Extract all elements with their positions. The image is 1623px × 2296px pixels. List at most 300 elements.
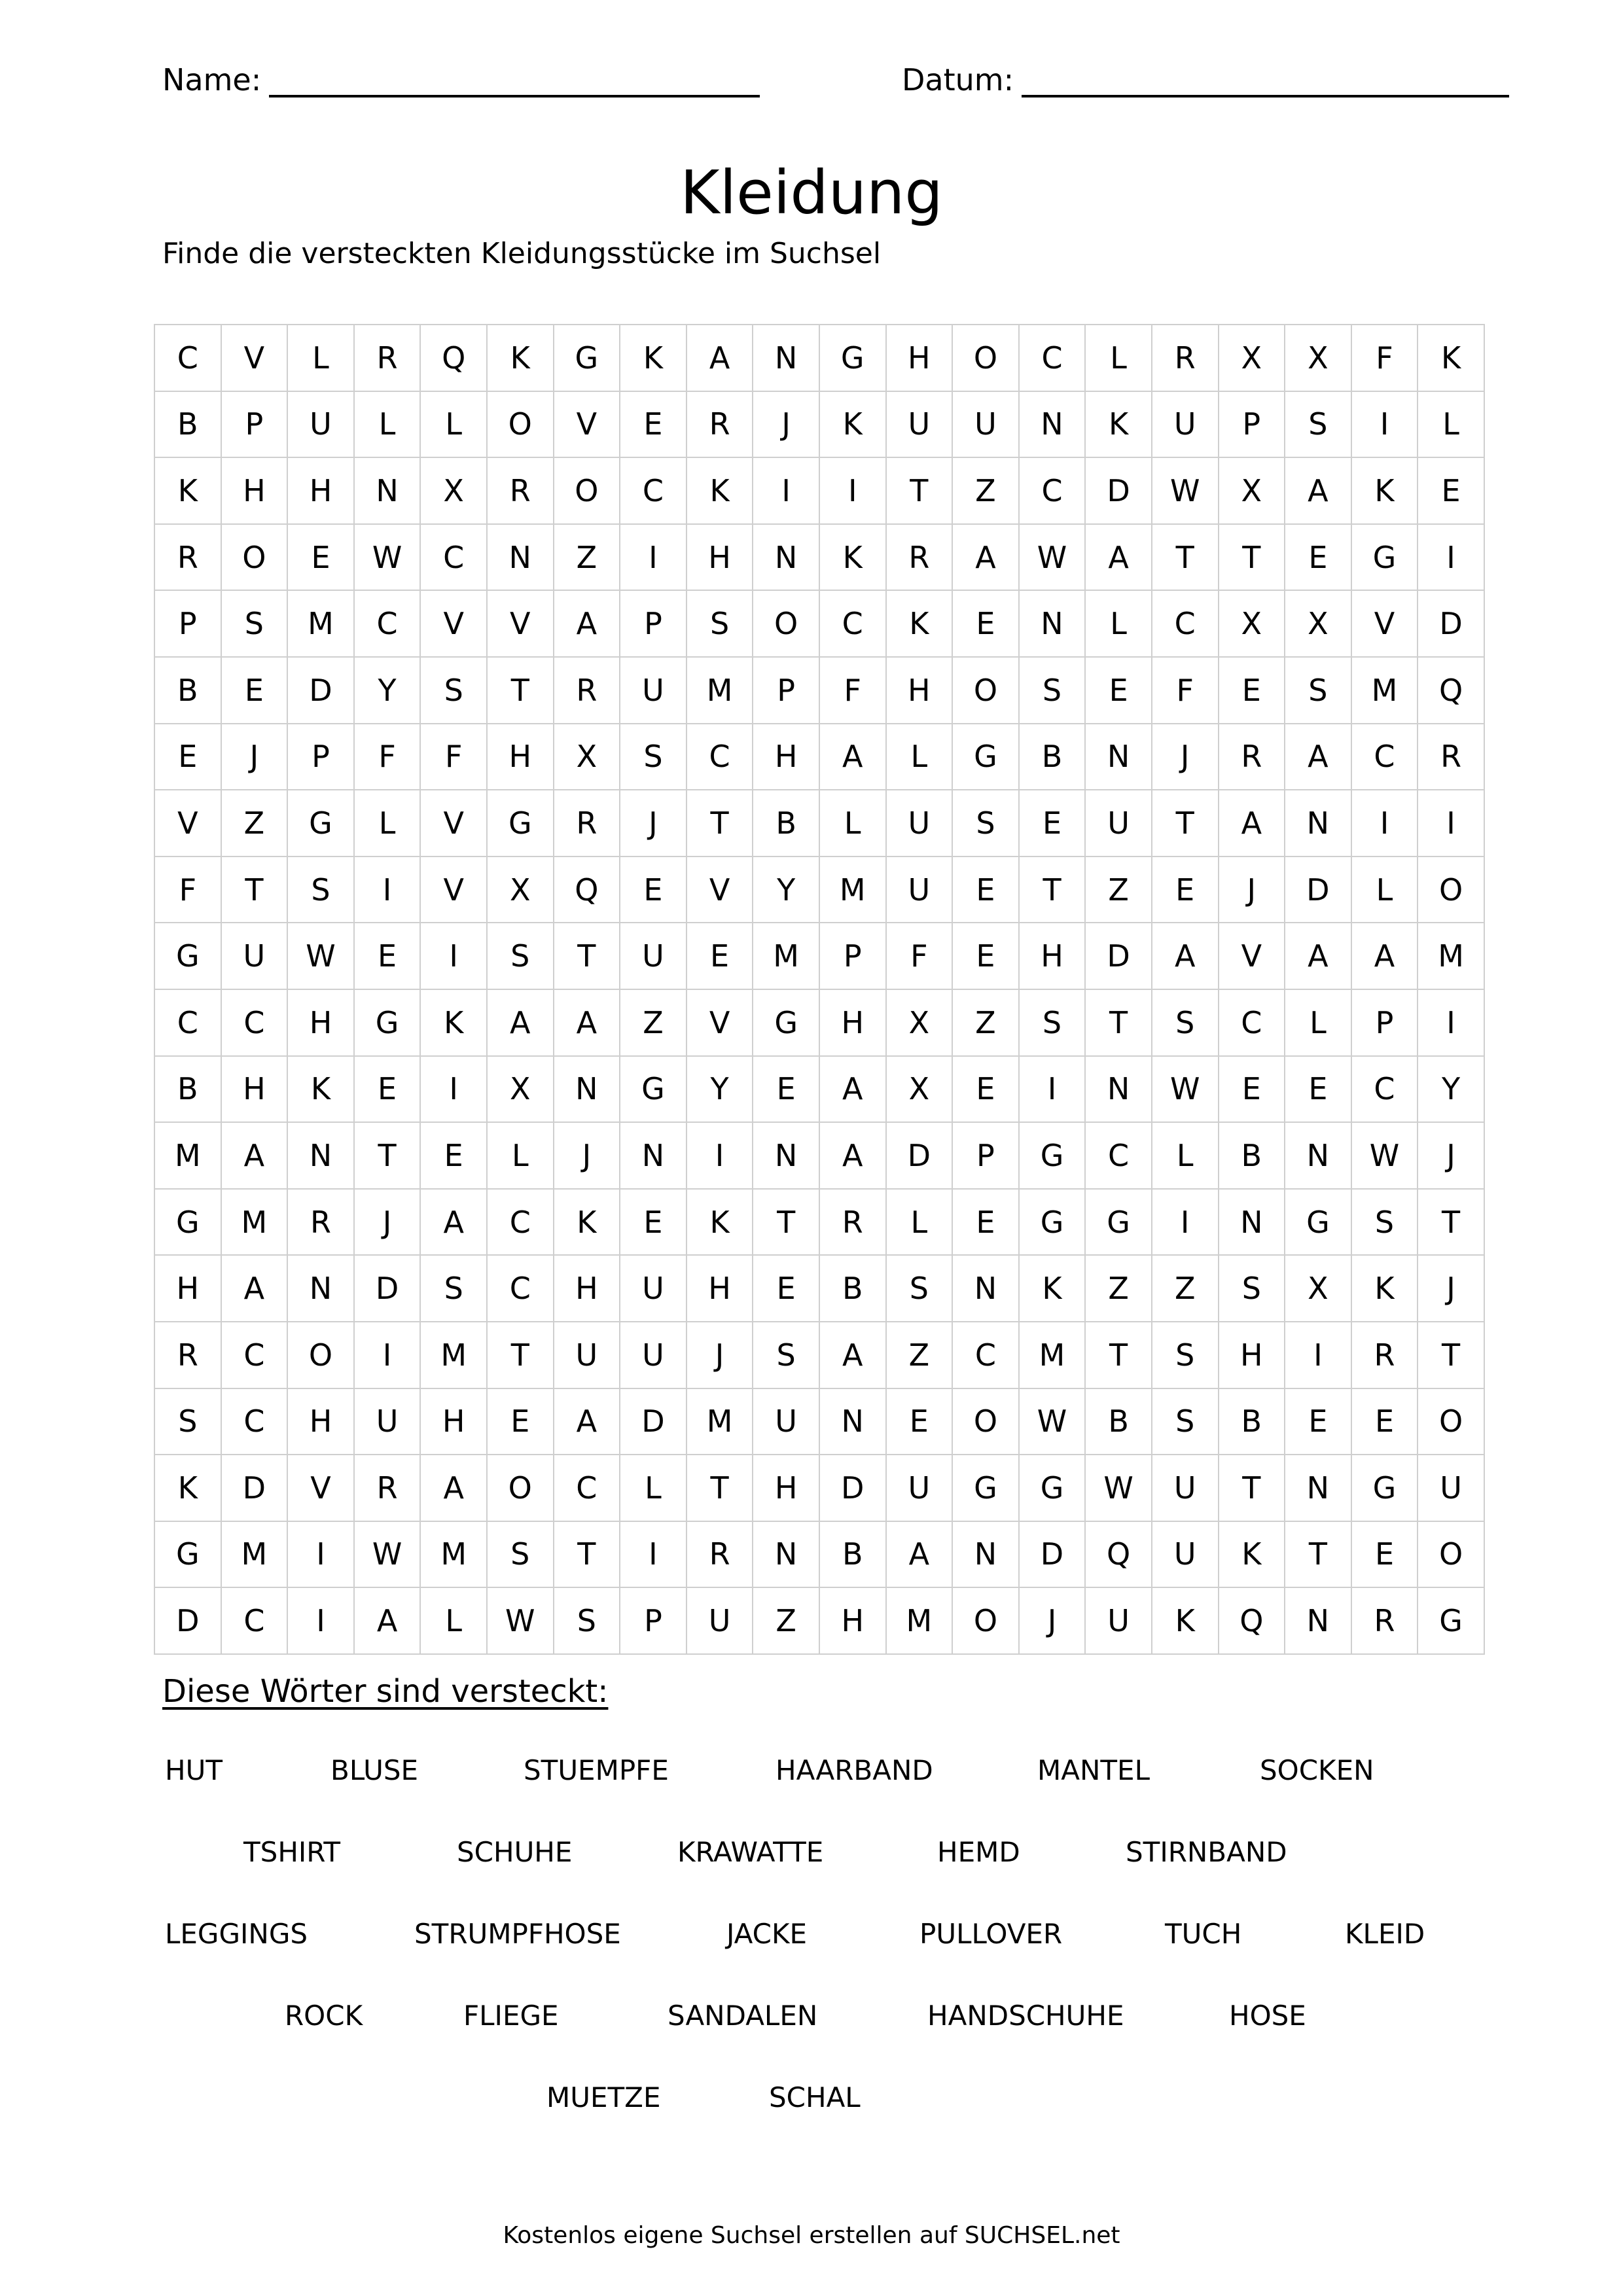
grid-cell: H [687,524,753,591]
grid-cell: T [1085,989,1152,1056]
grid-cell: E [620,1189,687,1256]
grid-cell: H [221,457,288,524]
grid-cell: U [620,1322,687,1388]
grid-cell: E [952,1056,1019,1123]
word-item: KLEID [1345,1918,1425,1950]
grid-cell: E [1418,457,1484,524]
grid-cell: M [154,1122,221,1189]
page-subtitle: Finde die versteckten Kleidungsstücke im Suchsel [162,237,882,270]
grid-cell: E [1219,657,1285,724]
grid-row [154,1521,1484,1588]
grid-cell: C [154,325,221,391]
grid-cell: S [287,857,354,923]
grid-cell: J [620,790,687,857]
grid-cell: U [620,1255,687,1322]
grid-cell: O [221,524,288,591]
grid-cell: U [620,657,687,724]
grid-cell: A [354,1587,421,1654]
grid-cell: R [1351,1587,1418,1654]
word-item: HUT [165,1754,223,1786]
grid-cell: N [287,1255,354,1322]
grid-cell: N [753,524,819,591]
grid-cell: V [420,590,487,657]
grid-cell: K [487,325,554,391]
grid-cell: Q [1085,1521,1152,1588]
grid-cell: F [420,724,487,790]
grid-cell: I [1351,790,1418,857]
grid-cell: S [554,1587,620,1654]
grid-cell: T [1219,524,1285,591]
grid-cell: T [886,457,953,524]
grid-cell: W [354,524,421,591]
grid-cell: I [354,857,421,923]
grid-cell: I [1418,989,1484,1056]
grid-cell: W [1351,1122,1418,1189]
grid-cell: G [1019,1189,1086,1256]
grid-cell: W [1152,1056,1219,1123]
grid-cell: N [354,457,421,524]
grid-cell: J [1418,1122,1484,1189]
grid-cell: S [1152,1322,1219,1388]
grid-cell: B [154,657,221,724]
grid-cell: C [221,1322,288,1388]
grid-cell: L [819,790,886,857]
grid-cell: A [1152,923,1219,989]
grid-cell: G [287,790,354,857]
grid-cell: X [1219,457,1285,524]
grid-cell: W [1152,457,1219,524]
grid-cell: H [287,457,354,524]
grid-cell: I [620,524,687,591]
grid-cell: N [1285,1122,1351,1189]
grid-cell: D [620,1388,687,1455]
grid-cell: P [819,923,886,989]
grid-cell: C [1351,1056,1418,1123]
grid-cell: K [1219,1521,1285,1588]
grid-cell: U [1152,391,1219,458]
grid-cell: P [154,590,221,657]
grid-cell: E [221,657,288,724]
grid-cell: E [420,1122,487,1189]
grid-cell: R [819,1189,886,1256]
grid-cell: L [420,1587,487,1654]
grid-cell: K [1019,1255,1086,1322]
grid-cell: W [487,1587,554,1654]
grid-cell: X [487,857,554,923]
grid-cell: E [886,1388,953,1455]
grid-cell: G [354,989,421,1056]
grid-row [154,524,1484,591]
grid-cell: V [1351,590,1418,657]
grid-cell: B [1085,1388,1152,1455]
grid-cell: H [221,1056,288,1123]
grid-cell: U [1418,1455,1484,1521]
grid-cell: R [287,1189,354,1256]
grid-cell: G [154,1521,221,1588]
grid-cell: G [554,325,620,391]
grid-cell: L [886,1189,953,1256]
grid-cell: K [1351,457,1418,524]
grid-cell: C [1019,457,1086,524]
grid-cell: R [1418,724,1484,790]
grid-cell: A [1085,524,1152,591]
grid-cell: G [487,790,554,857]
grid-cell: R [354,325,421,391]
grid-cell: R [687,1521,753,1588]
grid-row [154,857,1484,923]
word-item: BLUSE [330,1754,419,1786]
grid-cell: D [1285,857,1351,923]
grid-cell: B [154,391,221,458]
grid-cell: K [554,1189,620,1256]
grid-cell: O [487,1455,554,1521]
grid-cell: G [154,1189,221,1256]
grid-cell: C [1085,1122,1152,1189]
grid-cell: C [487,1255,554,1322]
grid-cell: M [753,923,819,989]
grid-cell: T [753,1189,819,1256]
grid-cell: S [154,1388,221,1455]
grid-cell: K [819,524,886,591]
grid-cell: A [1219,790,1285,857]
grid-cell: N [753,325,819,391]
grid-cell: N [1285,1587,1351,1654]
grid-cell: A [554,989,620,1056]
grid-cell: G [1285,1189,1351,1256]
grid-cell: V [287,1455,354,1521]
grid-cell: R [687,391,753,458]
grid-cell: S [1351,1189,1418,1256]
word-item: MANTEL [1037,1754,1150,1786]
word-item: SANDALEN [668,2000,818,2032]
grid-cell: S [487,1521,554,1588]
grid-cell: F [886,923,953,989]
grid-cell: V [154,790,221,857]
grid-cell: Y [1418,1056,1484,1123]
word-item: SOCKEN [1260,1754,1374,1786]
grid-cell: C [221,989,288,1056]
grid-cell: R [487,457,554,524]
grid-cell: W [1019,1388,1086,1455]
grid-cell: S [420,657,487,724]
grid-cell: U [1152,1521,1219,1588]
grid-cell: T [554,923,620,989]
grid-cell: H [753,724,819,790]
word-item: KRAWATTE [677,1836,824,1868]
grid-cell: R [1219,724,1285,790]
grid-cell: X [1285,1255,1351,1322]
grid-cell: W [354,1521,421,1588]
grid-cell: C [420,524,487,591]
grid-cell: O [554,457,620,524]
word-item: STUEMPFE [524,1754,669,1786]
grid-cell: I [287,1587,354,1654]
grid-cell: G [952,724,1019,790]
grid-cell: U [886,790,953,857]
grid-cell: I [687,1122,753,1189]
grid-cell: S [1152,1388,1219,1455]
grid-cell: F [154,857,221,923]
grid-cell: S [952,790,1019,857]
grid-cell: K [687,457,753,524]
date-label: Datum: [902,62,1014,97]
grid-cell: X [886,1056,953,1123]
grid-cell: J [1219,857,1285,923]
grid-cell: K [819,391,886,458]
grid-cell: N [1285,1455,1351,1521]
grid-cell: J [1152,724,1219,790]
grid-cell: S [1285,657,1351,724]
grid-cell: H [753,1455,819,1521]
grid-cell: P [287,724,354,790]
grid-cell: F [819,657,886,724]
grid-cell: T [1285,1521,1351,1588]
grid-cell: L [487,1122,554,1189]
grid-cell: D [1085,923,1152,989]
grid-cell: C [1351,724,1418,790]
grid-cell: O [1418,857,1484,923]
grid-cell: D [354,1255,421,1322]
grid-cell: T [687,1455,753,1521]
word-item: HEMD [937,1836,1020,1868]
grid-cell: C [221,1587,288,1654]
grid-cell: N [287,1122,354,1189]
grid-cell: E [154,724,221,790]
grid-cell: S [1219,1255,1285,1322]
grid-cell: D [1085,457,1152,524]
grid-cell: L [886,724,953,790]
grid-cell: I [420,923,487,989]
grid-cell: V [687,989,753,1056]
grid-cell: H [819,1587,886,1654]
grid-cell: D [1418,590,1484,657]
grid-cell: W [287,923,354,989]
grid-row [154,790,1484,857]
grid-cell: J [554,1122,620,1189]
grid-cell: U [620,923,687,989]
grid-cell: K [420,989,487,1056]
grid-cell: L [1085,325,1152,391]
grid-cell: G [1019,1122,1086,1189]
grid-cell: I [620,1521,687,1588]
grid-cell: S [1152,989,1219,1056]
grid-cell: A [221,1122,288,1189]
grid-cell: K [1085,391,1152,458]
grid-cell: U [753,1388,819,1455]
grid-cell: I [1418,790,1484,857]
grid-cell: Y [753,857,819,923]
grid-cell: H [1219,1322,1285,1388]
word-item: LEGGINGS [165,1918,308,1950]
grid-cell: E [1285,1388,1351,1455]
grid-cell: U [687,1587,753,1654]
grid-cell: C [1152,590,1219,657]
grid-cell: A [687,325,753,391]
grid-cell: O [952,325,1019,391]
grid-cell: P [620,590,687,657]
letter-grid [154,324,1485,1655]
grid-cell: E [487,1388,554,1455]
grid-row [154,989,1484,1056]
grid-cell: A [819,1056,886,1123]
grid-cell: C [687,724,753,790]
grid-cell: O [952,1388,1019,1455]
grid-cell: V [687,857,753,923]
grid-cell: U [1085,790,1152,857]
grid-cell: I [1152,1189,1219,1256]
grid-cell: M [1418,923,1484,989]
grid-cell: K [620,325,687,391]
footer-note: Kostenlos eigene Suchsel erstellen auf SUCHSEL.net [503,2222,1120,2249]
grid-cell: W [1085,1455,1152,1521]
grid-cell: I [354,1322,421,1388]
name-line [269,66,760,97]
grid-row [154,590,1484,657]
grid-cell: Z [1152,1255,1219,1322]
grid-cell: X [487,1056,554,1123]
grid-cell: R [354,1455,421,1521]
grid-cell: E [952,1189,1019,1256]
grid-cell: E [1351,1388,1418,1455]
grid-cell: V [420,790,487,857]
grid-cell: T [1418,1322,1484,1388]
word-item: ROCK [285,2000,363,2032]
grid-cell: V [487,590,554,657]
grid-cell: H [819,989,886,1056]
grid-cell: E [620,857,687,923]
grid-cell: A [1285,457,1351,524]
grid-cell: U [1085,1587,1152,1654]
grid-cell: L [354,391,421,458]
grid-cell: C [819,590,886,657]
grid-cell: H [154,1255,221,1322]
grid-cell: U [952,391,1019,458]
grid-cell: O [1418,1521,1484,1588]
word-item: HOSE [1229,2000,1306,2032]
grid-cell: O [952,1587,1019,1654]
word-item: STRUMPFHOSE [414,1918,621,1950]
grid-cell: V [221,325,288,391]
grid-cell: E [952,590,1019,657]
grid-cell: P [221,391,288,458]
grid-cell: R [554,657,620,724]
grid-row [154,923,1484,989]
grid-cell: R [1152,325,1219,391]
grid-cell: B [1219,1388,1285,1455]
grid-cell: L [620,1455,687,1521]
grid-cell: L [354,790,421,857]
grid-cell: D [221,1455,288,1521]
grid-cell: D [287,657,354,724]
date-field [902,62,1509,97]
grid-cell: X [1219,590,1285,657]
grid-cell: L [1418,391,1484,458]
grid-cell: J [354,1189,421,1256]
grid-cell: A [952,524,1019,591]
grid-cell: H [886,325,953,391]
grid-cell: R [154,524,221,591]
grid-cell: O [753,590,819,657]
grid-cell: H [886,657,953,724]
grid-cell: N [1085,1056,1152,1123]
grid-cell: E [1285,524,1351,591]
grid-cell: R [1351,1322,1418,1388]
grid-cell: E [1085,657,1152,724]
grid-cell: M [287,590,354,657]
grid-cell: M [1351,657,1418,724]
grid-cell: D [819,1455,886,1521]
page-title: Kleidung [680,158,943,228]
grid-cell: A [420,1455,487,1521]
grid-cell: Z [952,989,1019,1056]
word-item: PULLOVER [919,1918,1063,1950]
date-line [1022,66,1509,97]
grid-cell: F [354,724,421,790]
grid-cell: G [819,325,886,391]
grid-cell: O [1418,1388,1484,1455]
grid-cell: M [420,1521,487,1588]
grid-cell: I [1351,391,1418,458]
grid-cell: A [886,1521,953,1588]
grid-cell: B [1019,724,1086,790]
grid-cell: Z [221,790,288,857]
grid-cell: N [952,1521,1019,1588]
grid-cell: P [753,657,819,724]
grid-cell: H [487,724,554,790]
grid-cell: R [886,524,953,591]
grid-cell: B [819,1255,886,1322]
grid-cell: M [420,1322,487,1388]
grid-cell: T [487,1322,554,1388]
grid-cell: C [154,989,221,1056]
grid-cell: S [886,1255,953,1322]
grid-cell: O [952,657,1019,724]
grid-cell: K [287,1056,354,1123]
grid-cell: Z [620,989,687,1056]
word-item: TSHIRT [243,1836,341,1868]
grid-cell: T [1152,524,1219,591]
grid-cell: I [287,1521,354,1588]
grid-row [154,657,1484,724]
grid-cell: M [221,1521,288,1588]
grid-cell: J [221,724,288,790]
grid-cell: Y [687,1056,753,1123]
grid-cell: G [620,1056,687,1123]
grid-cell: H [1019,923,1086,989]
word-item: JACKE [726,1918,808,1950]
grid-cell: M [819,857,886,923]
grid-cell: M [687,657,753,724]
grid-cell: V [420,857,487,923]
grid-cell: E [952,923,1019,989]
grid-cell: I [753,457,819,524]
grid-cell: U [554,1322,620,1388]
grid-cell: C [554,1455,620,1521]
grid-cell: L [1152,1122,1219,1189]
grid-cell: Q [420,325,487,391]
grid-cell: E [753,1056,819,1123]
grid-cell: P [620,1587,687,1654]
grid-row [154,1322,1484,1388]
word-item: HANDSCHUHE [927,2000,1124,2032]
grid-cell: U [886,1455,953,1521]
grid-cell: S [487,923,554,989]
grid-cell: N [487,524,554,591]
grid-cell: M [221,1189,288,1256]
grid-cell: G [753,989,819,1056]
grid-cell: C [221,1388,288,1455]
grid-cell: Z [554,524,620,591]
